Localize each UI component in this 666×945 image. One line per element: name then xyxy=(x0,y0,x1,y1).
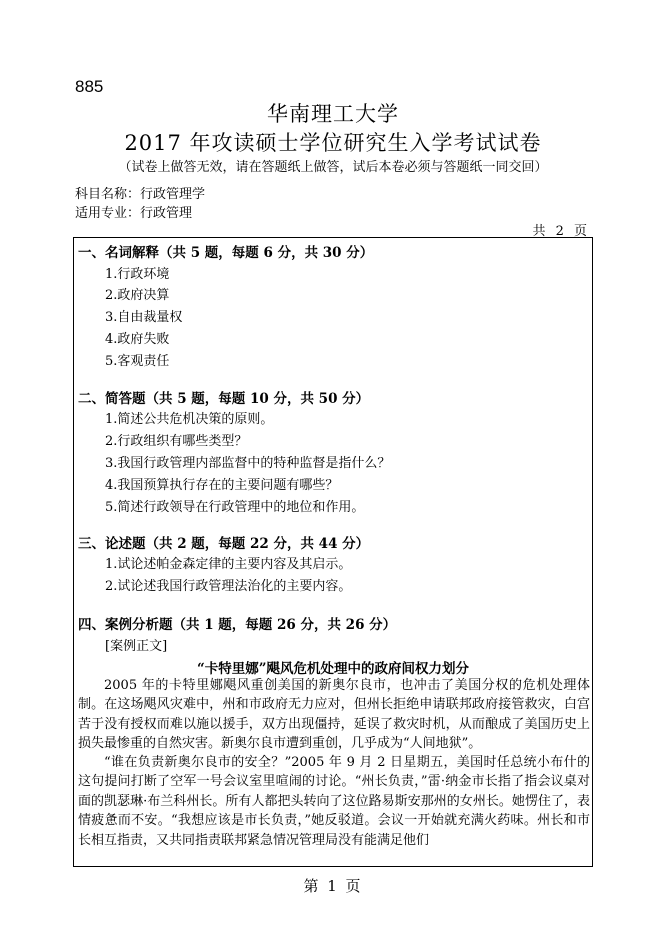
question-item: 2.试论述我国行政管理法治化的主要内容。 xyxy=(105,579,352,594)
question-item: 3.自由裁量权 xyxy=(105,310,183,325)
case-label: [案例正文] xyxy=(105,639,168,654)
exam-notice: （试卷上做答无效，请在答题纸上做答，试后本卷必须与答题纸一同交回） xyxy=(118,160,548,175)
section-heading: 四、案例分析题（共 1 题，每题 26 分，共 26 分） xyxy=(78,617,397,633)
question-item: 4.我国预算执行存在的主要问题有哪些？ xyxy=(105,478,339,493)
question-item: 3.我国行政管理内部监督中的特种监督是指什么？ xyxy=(105,456,391,471)
total-pages: 共 2 页 xyxy=(532,224,590,239)
section-heading: 二、简答题（共 5 题，每题 10 分，共 50 分） xyxy=(78,391,370,407)
question-item: 2.行政组织有哪些类型？ xyxy=(105,434,248,449)
university-name: 华南理工大学 xyxy=(267,102,399,126)
question-item: 5.客观责任 xyxy=(105,354,170,369)
case-title: “卡特里娜”飓风危机处理中的政府间权力划分 xyxy=(196,661,470,677)
exam-code: 885 xyxy=(75,77,104,96)
case-paragraph: 2005 年的卡特里娜飓风重创美国的新奥尔良市，也冲击了美国分权的危机处理体制。在这场飓风灾难中，州和市政府无力应对，但州长拒绝申请联邦政府接管救灾，白宫苦于没有授权而难以施以援手，双方出现僵持，延误了救灾时机，从而酿成了美国历史上损失最惨重的自然灾害。新奥尔良市遭到重创，几乎成为“人间地狱”。 xyxy=(78,678,590,752)
question-item: 4.政府失败 xyxy=(105,332,170,347)
exam-title: 2017 年攻读硕士学位研究生入学考试试卷 xyxy=(124,131,542,155)
question-item: 1.简述公共危机决策的原则。 xyxy=(105,412,274,427)
page-number: 第 1 页 xyxy=(303,877,363,895)
question-box xyxy=(73,237,593,867)
case-paragraph: “谁在负责新奥尔良市的安全？”2005 年 9 月 2 日星期五，美国时任总统小布什的这句提问打断了空军一号会议室里喧闹的讨论。“州长负责，”雷·纳金市长指了指会议桌对面的凯瑟琳·布兰科州长。所有人都把头转向了这位路易斯安那州的女州长。她愣住了，表情疲惫而不安。“我想应该是市长负责，”她反驳道。会议一开始就充满火药味。州长和市长相互指责，又共同指责联邦紧急情况管理局没有能满足他们 xyxy=(78,755,590,848)
question-item: 1.试论述帕金森定律的主要内容及其启示。 xyxy=(105,557,352,572)
subject-name: 科目名称：行政管理学 xyxy=(75,187,206,202)
section-heading: 一、名词解释（共 5 题，每题 6 分，共 30 分） xyxy=(78,245,374,261)
question-item: 1.行政环境 xyxy=(105,267,170,282)
applicable-major: 适用专业：行政管理 xyxy=(75,206,193,221)
question-item: 5.简述行政领导在行政管理中的地位和作用。 xyxy=(105,500,365,515)
question-item: 2.政府决算 xyxy=(105,288,170,303)
section-heading: 三、论述题（共 2 题，每题 22 分，共 44 分） xyxy=(78,536,370,552)
